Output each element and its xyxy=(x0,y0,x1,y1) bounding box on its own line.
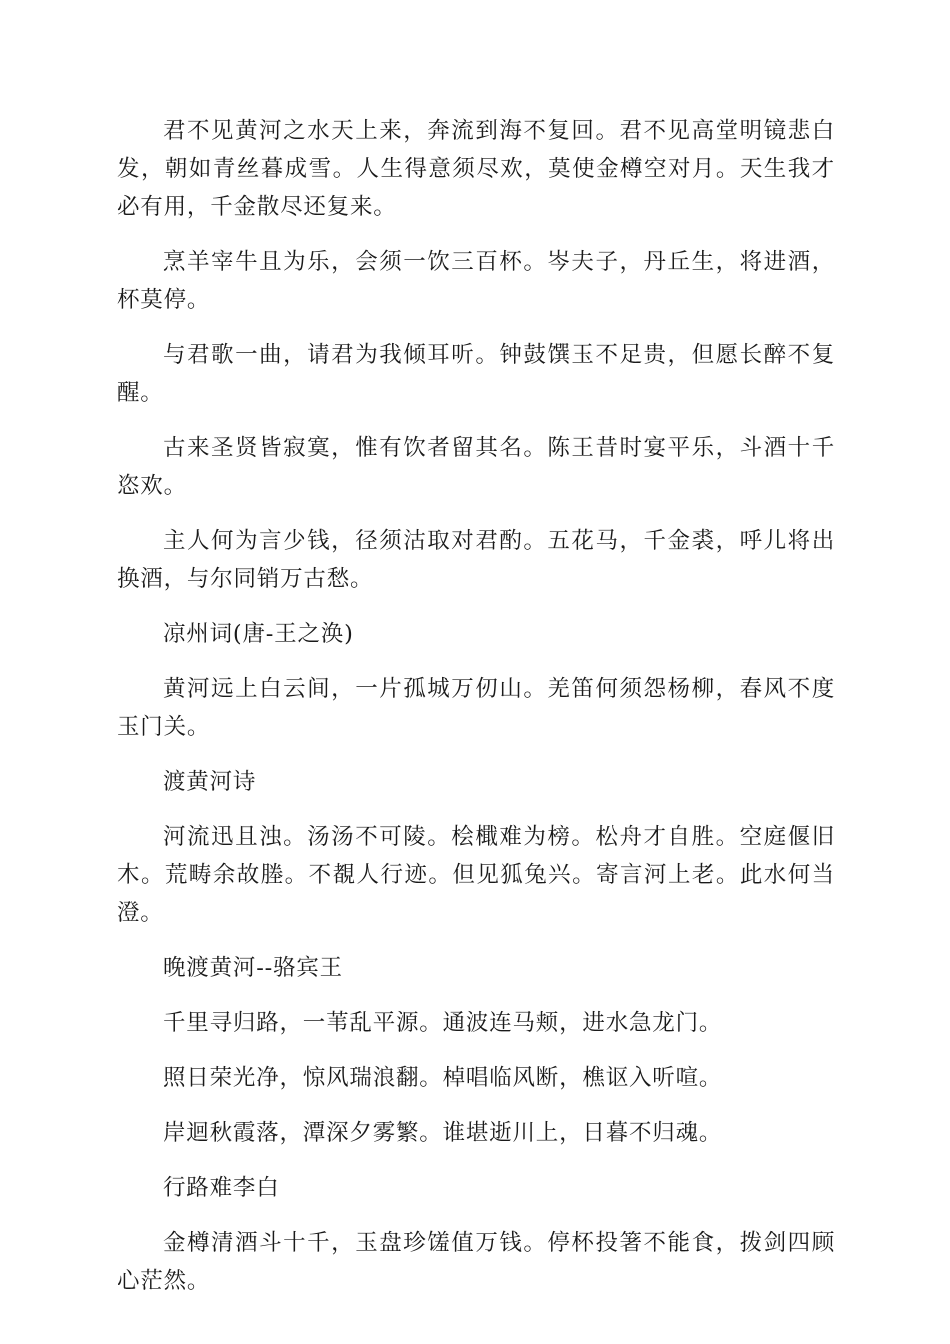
poem-paragraph-5: 主人何为言少钱，径须沽取对君酌。五花马，千金裘，呼儿将出换酒，与尔同销万古愁。 xyxy=(117,528,835,592)
poem-paragraph-1: 君不见黄河之水天上来，奔流到海不复回。君不见高堂明镜悲白发，朝如青丝暮成雪。人生得意须尽欢，莫使金樽空对月。天生我才必有用，千金散尽还复来。 xyxy=(117,118,835,220)
poem-title-liangzhouci: 凉州词(唐-王之涣) xyxy=(163,621,354,647)
poem-paragraph-6: 黄河远上白云间，一片孤城万仞山。羌笛何须怨杨柳，春风不度玉门关。 xyxy=(117,676,835,740)
document-page xyxy=(117,112,835,1317)
poem-paragraph-4: 古来圣贤皆寂寞，惟有饮者留其名。陈王昔时宴平乐，斗酒十千恣欢。 xyxy=(117,435,835,499)
poem-paragraph-2: 烹羊宰牛且为乐，会须一饮三百杯。岑夫子，丹丘生，将进酒，杯莫停。 xyxy=(117,249,835,313)
poem-title-xinglunan: 行路难李白 xyxy=(163,1175,280,1201)
poem-title-duhuanghe: 渡黄河诗 xyxy=(163,769,257,795)
poem-paragraph-7: 河流迅且浊。汤汤不可陵。桧檝难为榜。松舟才自胜。空庭偃旧木。荒畴余故塍。不覩人行迹。但见狐兔兴。寄言河上老。此水何当澄。 xyxy=(117,824,835,926)
poem-title-wandu-huanghe: 晚渡黄河--骆宾王 xyxy=(163,955,343,981)
poem-paragraph-3: 与君歌一曲，请君为我倾耳听。钟鼓馔玉不足贵，但愿长醉不复醒。 xyxy=(117,342,835,406)
poem-paragraph-8: 千里寻归路，一苇乱平源。通波连马颊，进水急龙门。 xyxy=(163,1010,723,1036)
poem-paragraph-10: 岸迴秋霞落，潭深夕雾繁。谁堪逝川上，日暮不归魂。 xyxy=(163,1120,723,1146)
poem-paragraph-9: 照日荣光净，惊风瑞浪翻。棹唱临风断，樵讴入听喧。 xyxy=(163,1065,723,1091)
poem-paragraph-11: 金樽清酒斗十千，玉盘珍馐值万钱。停杯投箸不能食，拨剑四顾心茫然。 xyxy=(117,1230,835,1294)
